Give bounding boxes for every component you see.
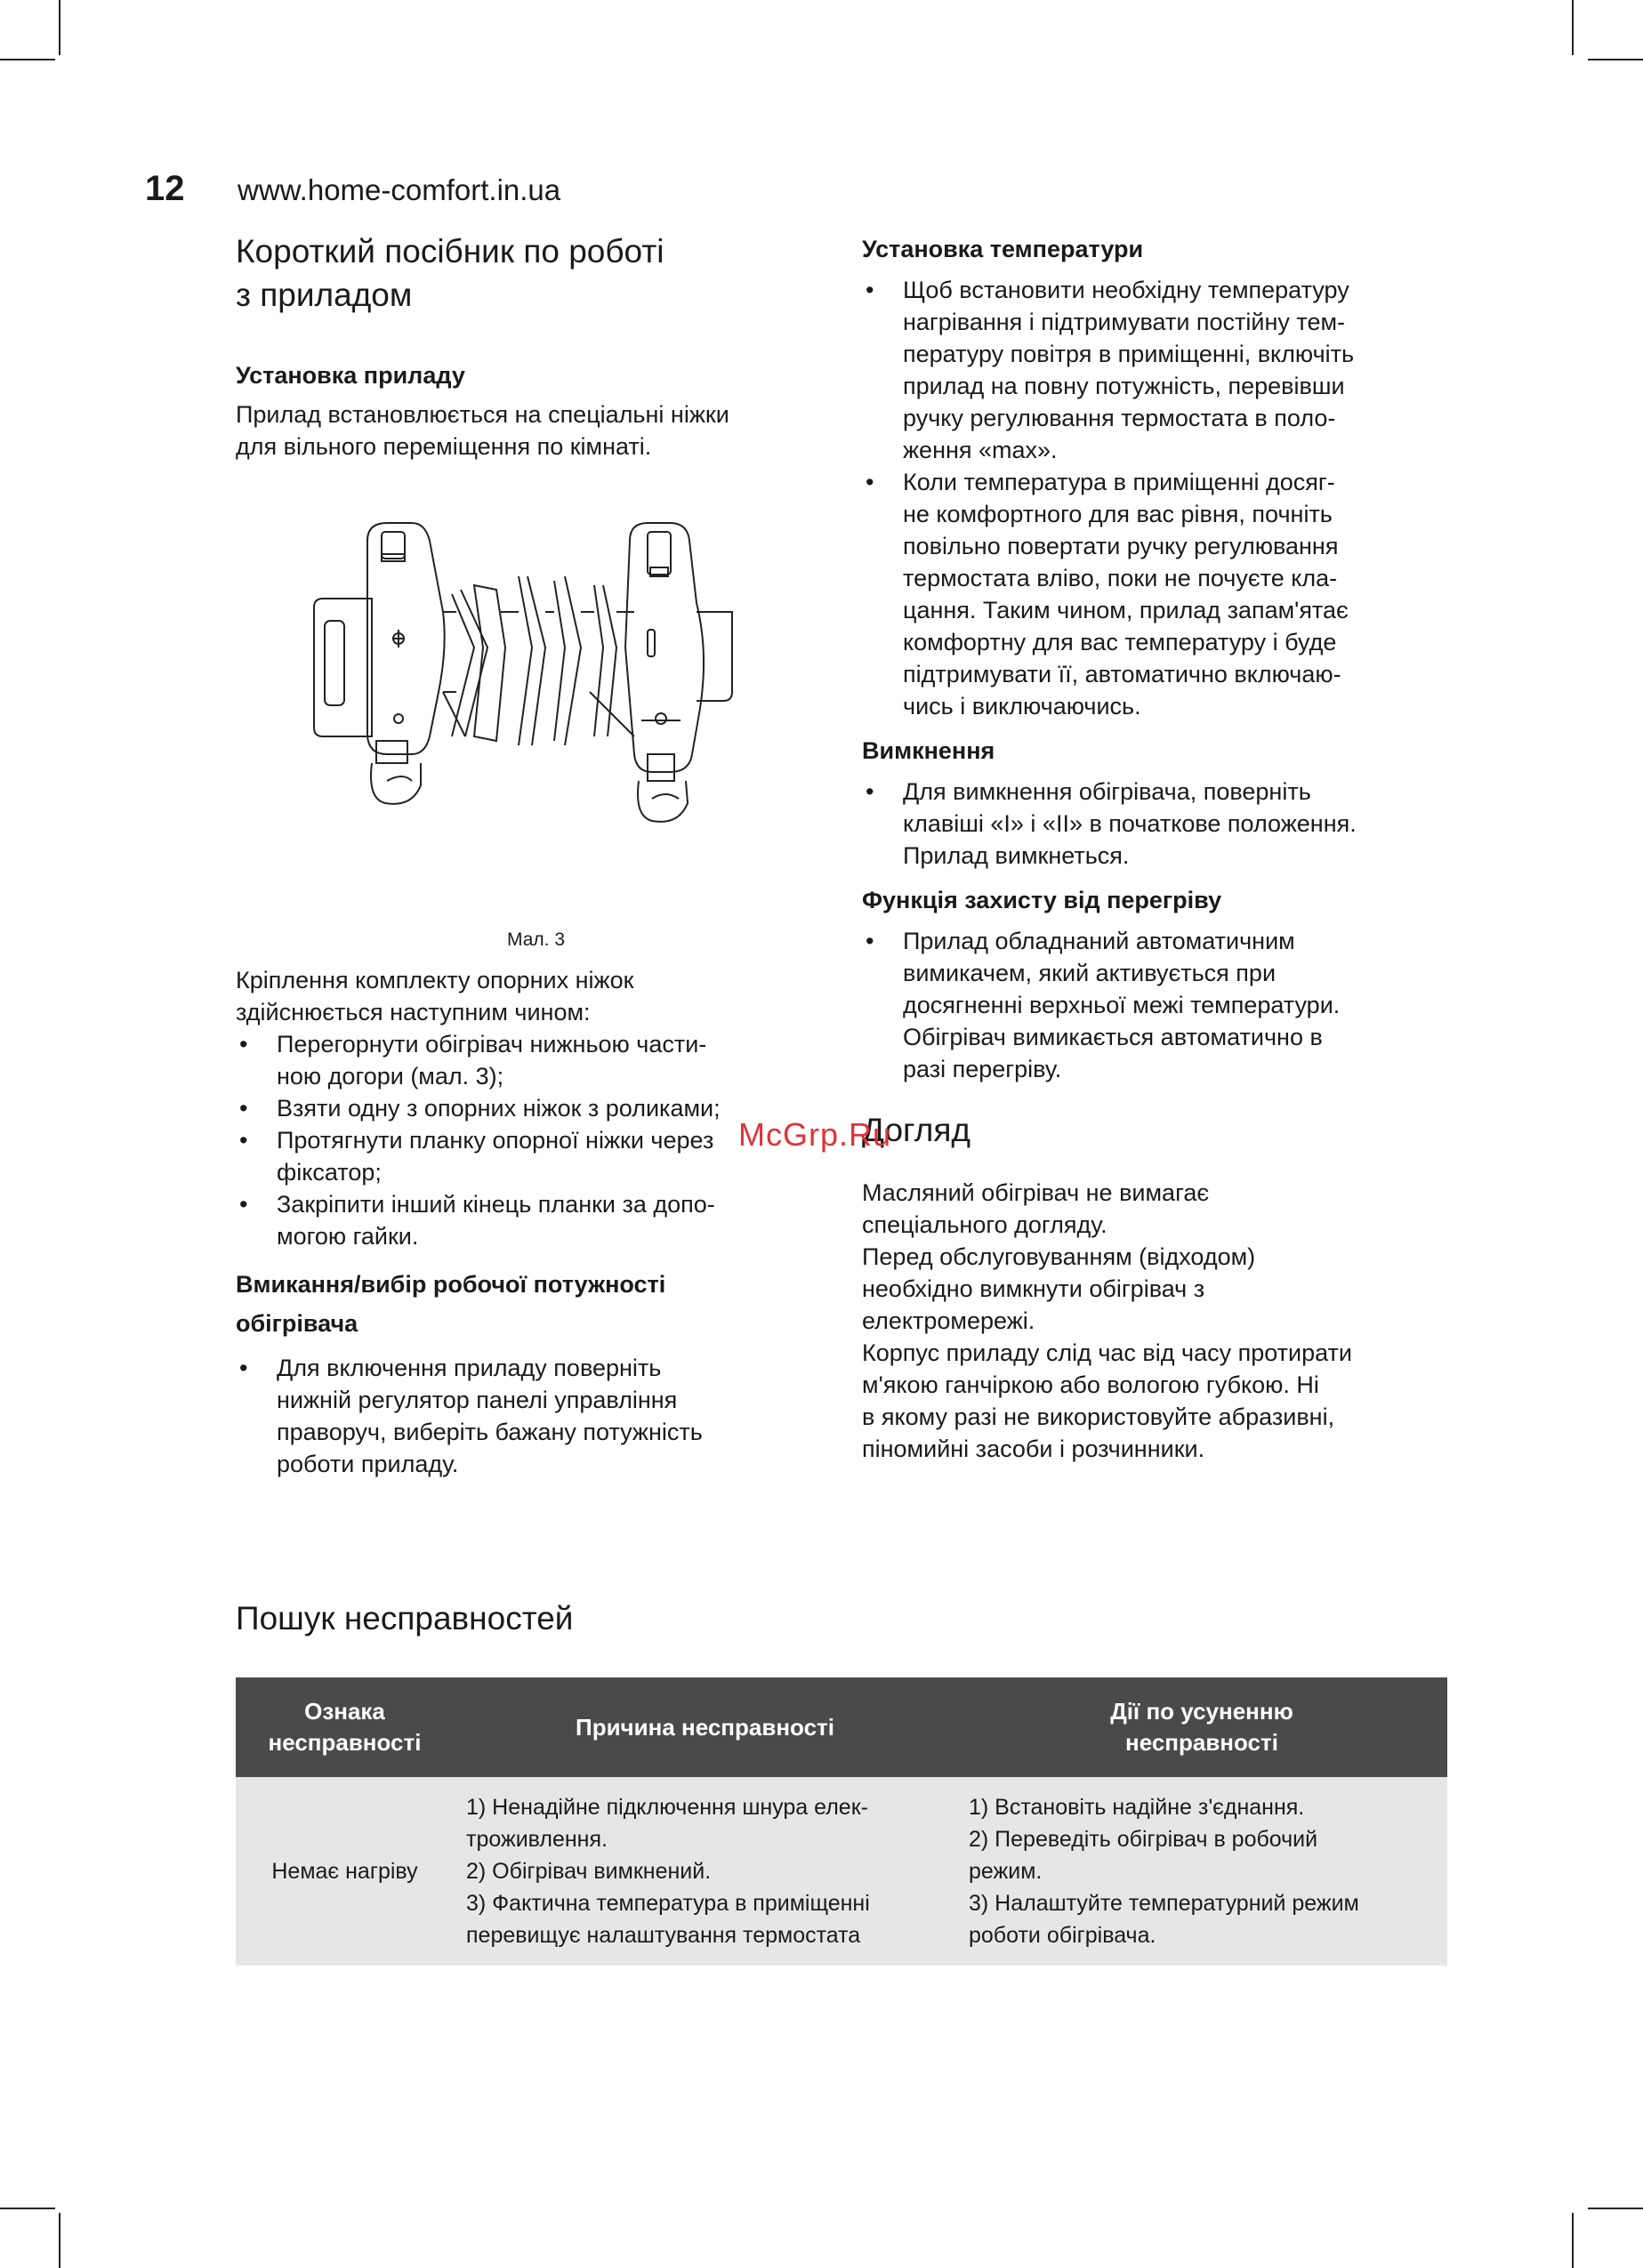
table-row [236,1777,1447,1966]
troubleshooting-title: Пошук несправностей [236,1600,574,1637]
protect-steps-list [862,925,1449,1085]
page-number: 12 [145,169,185,208]
website-url: www.home-comfort.in.ua [238,173,561,206]
power-steps-list [236,1352,836,1480]
list-item: • Перегорнути обігрівач нижньою части- ною догори (мал. 3); [236,1028,836,1092]
list-item: • Для включення приладу поверніть нижній регулятор панелі управління праворуч, виберіть бажану потужність роботи приладу. [236,1352,836,1480]
symptom-cell: Немає нагріву [236,1777,454,1966]
list-item: • Закріпити інший кінець планки за допо- могою гайки. [236,1188,836,1252]
temp-heading: Установка температури [862,236,1144,262]
list-item: • Взяти одну з опорних ніжок з роликами; [236,1092,836,1124]
crop-mark [1588,2208,1643,2209]
mount-intro: Кріплення комплекту опорних ніжок здійснюється наступним чином: [236,967,634,1025]
left-column [236,229,836,1480]
right-column [862,229,1449,1465]
list-item: • Щоб встановити необхідну температуру нагрівання і підтримувати постійну тем- пературу повітря в приміщенні, включіть прилад на повну потужність, перевівши ручку регулювання термостата в поло- ження «max». [862,274,1449,466]
page-header [145,169,560,210]
care-text: Масляний обігрівач не вимагає спеціального догляду. Перед обслуговуванням (відходом) необхідно вимкнути обігрівач з електромережі. Корпус приладу слід час від часу протирати м'якою ганчіркою або вологою губкою. Ні в якому разі не використовуйте абразивні, піномийні засоби і розчинники. [862,1179,1352,1462]
off-steps-list [862,776,1449,872]
crop-mark [1588,59,1643,60]
column-header: Причина несправності [454,1677,956,1777]
list-item: • Для вимкнення обігрівача, поверніть клавіші «I» і «II» в початкове положення. Прилад вимкнеться. [862,776,1449,872]
guide-title: Короткий посібник по роботі з приладом [236,233,664,313]
off-heading: Вимкнення [862,737,995,764]
troubleshooting-table [236,1677,1447,1966]
column-header: Ознака несправності [236,1677,454,1777]
figure-caption: Мал. 3 [506,929,565,950]
watermark: McGrp.Ru [738,1116,892,1153]
list-item: • Прилад обладнаний автоматичним вимикачем, який активується при досягненні верхньої межі температури. Обігрівач вимикається автоматично в разі перегріву. [862,925,1449,1085]
power-heading: Вмикання/вибір робочої потужності обігрівача [236,1271,666,1337]
crop-mark [1572,2213,1574,2268]
list-item: • Коли температура в приміщенні досяг- не комфортного для вас рівня, почніть повільно повертати ручку регулювання термостата вліво, поки не почуєте кла- цання. Таким чином, прилад запам'ятає комфортну для вас температуру і буде підтримувати її, автоматично включаю- чись і виключаючись. [862,466,1449,722]
heater-figure [287,514,785,888]
install-text: Прилад встановлюється на спеціальні ніжки для вільного переміщення по кімнаті. [236,401,729,460]
cause-cell: 1) Ненадійне підключення шнура елек- троживлення. 2) Обігрівач вимкнений. 3) Фактична температура в приміщенні перевищує налаштування термостата [454,1777,956,1966]
temp-steps-list [862,274,1449,722]
crop-mark [0,2208,55,2209]
crop-mark [59,0,60,55]
crop-mark [1572,0,1574,55]
column-header: Дії по усуненню несправності [956,1677,1447,1777]
care-heading: Догляд [862,1112,970,1148]
protect-heading: Функція захисту від перегріву [862,887,1222,913]
crop-mark [0,59,55,60]
list-item: • Протягнути планку опорної ніжки через фіксатор; [236,1124,836,1188]
crop-mark [59,2213,60,2268]
table-header-row [236,1677,1447,1777]
action-cell: 1) Встановіть надійне з'єднання. 2) Переведіть обігрівач в робочий режим. 3) Налаштуйте температурний режим роботи обігрівача. [956,1777,1447,1966]
install-heading: Установка приладу [236,362,465,389]
